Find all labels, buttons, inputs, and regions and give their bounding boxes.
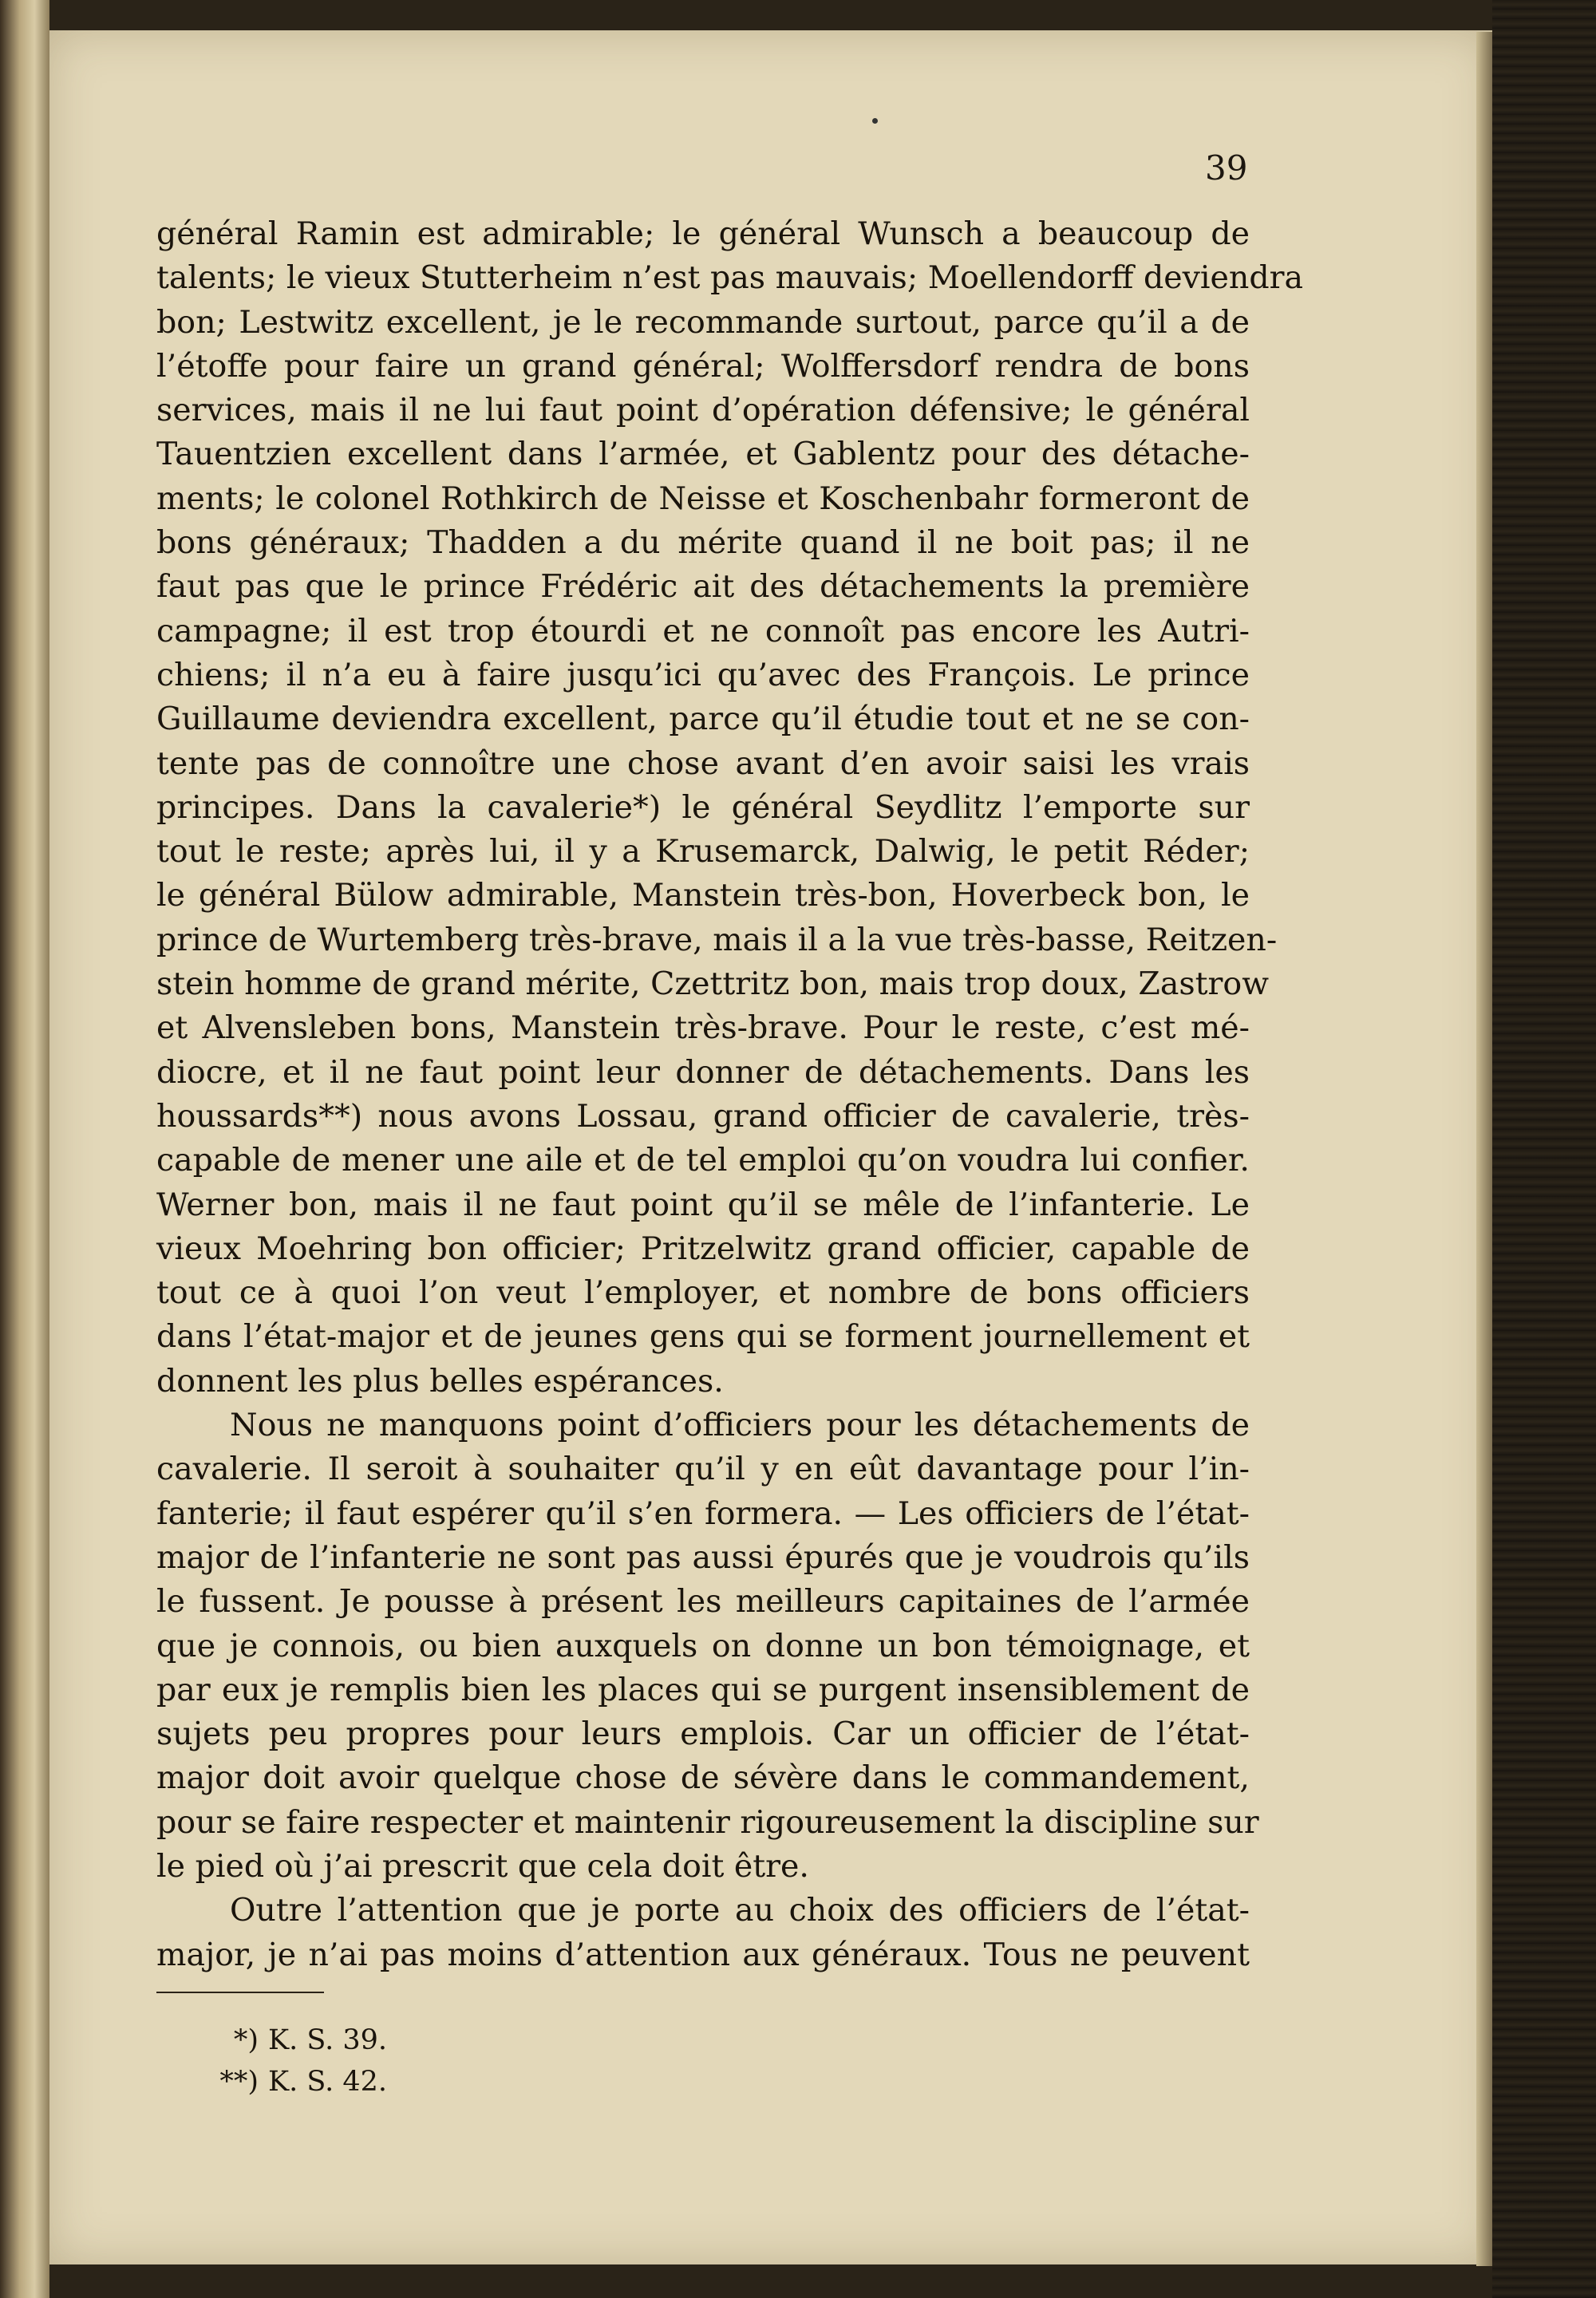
text-line: capable de mener une aile et de tel emploi qu’on voudra lui confier. [156,1142,1250,1179]
footnote-mark: **) [219,2066,259,2098]
text-line: le général Bülow admirable, Manstein très-bon, Hoverbeck bon, le [156,877,1250,914]
text-line: talents; le vieux Stutterheim n’est pas mauvais; Moellendorff deviendra [156,259,1304,297]
text-line: ments; le colonel Rothkirch de Neisse et Koschenbahr formeront de [156,480,1250,517]
text-line: diocre, et il ne faut point leur donner de détachements. Dans les [156,1053,1250,1091]
footnote [209,2020,387,2061]
text-line: major de l’infanterie ne sont pas aussi épurés que je voudrois qu’ils [156,1538,1250,1576]
text-line: et Alvensleben bons, Manstein très-brave. Pour le reste, c’est mé- [156,1009,1250,1047]
text-line: major, je n’ai pas moins d’attention aux généraux. Tous ne peuvent [156,1936,1250,1973]
text-line: prince de Wurtemberg très-brave, mais il a la vue très-basse, Reitzen- [156,921,1278,958]
text-line: services, mais il ne lui faut point d’opération défensive; le général [156,392,1250,429]
book-left-edge [0,0,49,2298]
text-line: Werner bon, mais il ne faut point qu’il se mêle de l’infanterie. Le [156,1186,1250,1223]
book-cover-edge [1492,0,1596,2298]
footnote [209,2061,387,2103]
text-line: principes. Dans la cavalerie*) le général Seydlitz l’emporte sur [156,788,1250,826]
text-line: Tauentzien excellent dans l’armée, et Gablentz pour des détache- [156,436,1250,473]
text-line: cavalerie. Il seroit à souhaiter qu’il y en eût davantage pour l’in- [156,1451,1250,1488]
text-line: tente pas de connoître une chose avant d’en avoir saisi les vrais [156,744,1250,782]
text-line: faut pas que le prince Frédéric ait des détachements la première [156,568,1250,606]
footnotes [209,2020,387,2103]
text-line: le fussent. Je pousse à présent les meilleurs capitaines de l’armée [156,1583,1250,1621]
text-line: campagne; il est trop étourdi et ne connoît pas encore les Autri- [156,612,1250,650]
body-text [156,212,1304,1977]
page-number: 39 [1205,148,1248,188]
text-line: bons généraux; Thadden a du mérite quand il ne boit pas; il ne [156,524,1250,562]
text-line: le pied où j’ai prescrit que cela doit être. [156,1847,809,1885]
text-line: bon; Lestwitz excellent, je le recommande surtout, parce qu’il a de [156,303,1250,341]
text-line: stein homme de grand mérite, Czettritz bon, mais trop doux, Zastrow [156,965,1270,1003]
text-line: général Ramin est admirable; le général Wunsch a beaucoup de [156,215,1250,252]
text-line: l’étoffe pour faire un grand général; Wolffersdorf rendra de bons [156,347,1250,385]
text-line: vieux Moehring bon officier; Pritzelwitz grand officier, capable de [156,1230,1250,1267]
footnote-mark: *) [233,2024,259,2056]
text-line: que je connois, ou bien auxquels on donne un bon témoignage, et [156,1627,1250,1664]
text-line: chiens; il n’a eu à faire jusqu’ici qu’avec des François. Le prince [156,656,1250,693]
text-line: pour se faire respecter et maintenir rigoureusement la discipline sur [156,1803,1259,1841]
text-line: houssards**) nous avons Lossau, grand officier de cavalerie, très- [156,1097,1250,1135]
text-line: tout le reste; après lui, il y a Krusemarck, Dalwig, le petit Réder; [156,833,1250,871]
text-line: major doit avoir quelque chose de sévère dans le commandement, [156,1759,1250,1797]
footnote-divider [156,1992,324,1993]
text-line: donnent les plus belles espérances. [156,1362,724,1400]
text-line: sujets peu propres pour leurs emplois. Car un officier de l’état- [156,1716,1250,1753]
footnote-text: K. S. 39. [268,2024,388,2056]
text-line: dans l’état-major et de jeunes gens qui se forment journellement et [156,1318,1250,1356]
footnote-text: K. S. 42. [268,2066,388,2098]
text-line: Outre l’attention que je porte au choix des officiers de l’état- [230,1892,1250,1929]
ink-speck [872,118,878,124]
text-line: tout ce à quoi l’on veut l’employer, et nombre de bons officiers [156,1274,1250,1312]
text-line: Nous ne manquons point d’officiers pour les détachements de [230,1407,1250,1444]
text-line: par eux je remplis bien les places qui se purgent insensiblement de [156,1671,1250,1708]
text-line: fanterie; il faut espérer qu’il s’en formera. — Les officiers de l’état- [156,1494,1250,1532]
text-line: Guillaume deviendra excellent, parce qu’il étudie tout et ne se con- [156,701,1250,738]
